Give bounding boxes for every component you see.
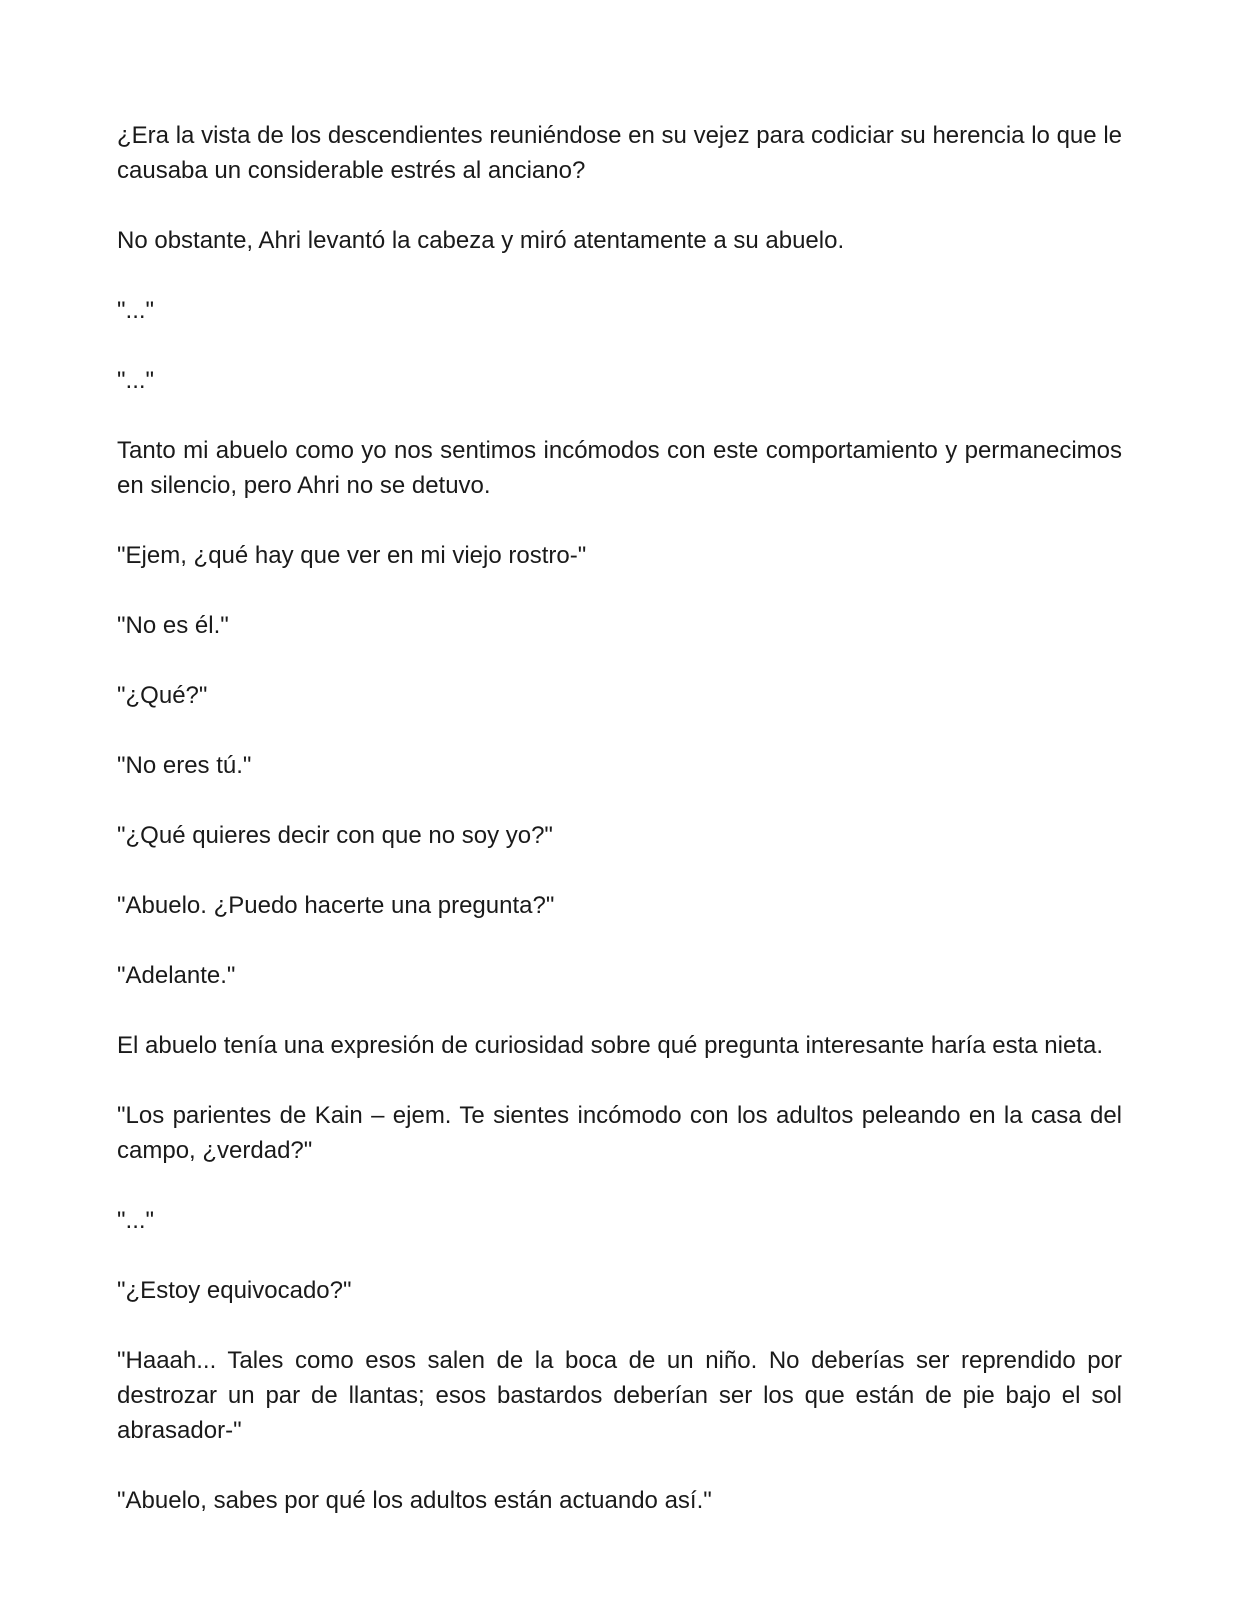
paragraph: El abuelo tenía una expresión de curiosidad sobre qué pregunta interesante haría esta nieta. bbox=[117, 1032, 1104, 1059]
paragraph: "..." bbox=[117, 297, 155, 324]
paragraph: "¿Qué?" bbox=[117, 682, 208, 709]
paragraph: "Haaah... Tales como esos salen de la boca de un niño. No deberías ser reprendido por destrozar un par de llantas; esos bastardos deberían ser los que están de pie bajo el sol abrasador-" bbox=[117, 1347, 1122, 1444]
paragraph: "Adelante." bbox=[117, 962, 236, 989]
document-body bbox=[117, 118, 1122, 1553]
paragraph: No obstante, Ahri levantó la cabeza y miró atentamente a su abuelo. bbox=[117, 227, 845, 254]
paragraph: "Abuelo, sabes por qué los adultos están actuando así." bbox=[117, 1487, 712, 1514]
paragraph: "Los parientes de Kain – ejem. Te sientes incómodo con los adultos peleando en la casa del campo, ¿verdad?" bbox=[117, 1102, 1122, 1164]
paragraph: Tanto mi abuelo como yo nos sentimos incómodos con este comportamiento y permanecimos en silencio, pero Ahri no se detuvo. bbox=[117, 437, 1122, 499]
paragraph: "¿Estoy equivocado?" bbox=[117, 1277, 352, 1304]
paragraph: "..." bbox=[117, 1207, 155, 1234]
paragraph: "¿Qué quieres decir con que no soy yo?" bbox=[117, 822, 553, 849]
paragraph: "No eres tú." bbox=[117, 752, 252, 779]
paragraph: "Abuelo. ¿Puedo hacerte una pregunta?" bbox=[117, 892, 555, 919]
paragraph: "No es él." bbox=[117, 612, 229, 639]
paragraph: ¿Era la vista de los descendientes reuniéndose en su vejez para codiciar su herencia lo que le causaba un considerable estrés al anciano? bbox=[117, 122, 1122, 184]
paragraph: "..." bbox=[117, 367, 155, 394]
paragraph: "Ejem, ¿qué hay que ver en mi viejo rostro-" bbox=[117, 542, 587, 569]
